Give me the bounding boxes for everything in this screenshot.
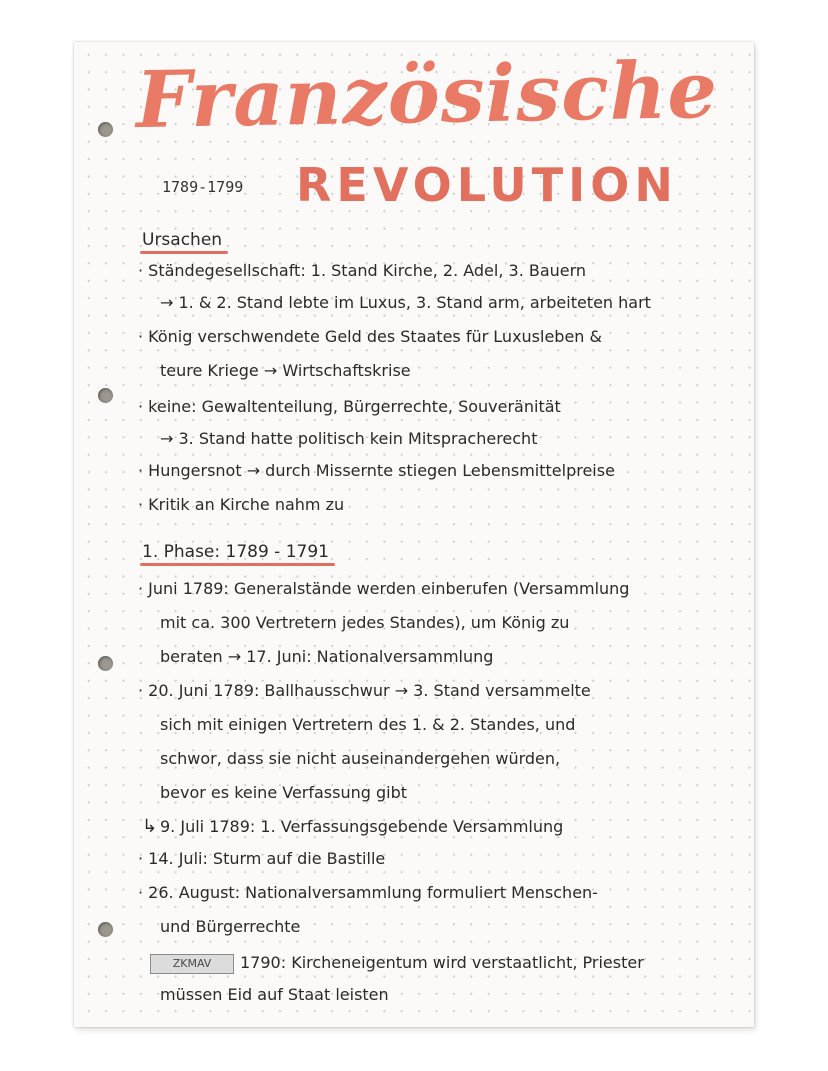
note-line: → 3. Stand hatte politisch kein Mitspracherecht [160, 429, 538, 448]
note-line: · Ständegesellschaft: 1. Stand Kirche, 2. Adel, 3. Bauern [138, 261, 587, 280]
note-line: mit ca. 300 Vertretern jedes Standes), um König zu [160, 613, 570, 632]
note-line: 1790: Kircheneigentum wird verstaatlicht, Priester [240, 953, 644, 972]
note-line: teure Kriege → Wirtschaftskrise [160, 361, 411, 380]
note-line: schwor, dass sie nicht auseinandergehen würden, [160, 749, 561, 768]
note-line: beraten → 17. Juni: Nationalversammlung [160, 647, 494, 666]
note-line: · keine: Gewaltenteilung, Bürgerrechte, Souveränität [138, 397, 561, 416]
note-line: · 20. Juni 1789: Ballhausschwur → 3. Stand versammelte [138, 681, 591, 700]
note-line: · 26. August: Nationalversammlung formuliert Menschen- [138, 883, 598, 902]
period-label: 1789-1799 [162, 178, 244, 196]
punch-hole [98, 656, 113, 671]
page-subtitle: REVOLUTION [296, 158, 678, 212]
notebook-page [74, 42, 754, 1027]
note-line: · Juni 1789: Generalstände werden einberufen (Versammlung [138, 579, 630, 598]
note-line: sich mit einigen Vertretern des 1. & 2. Standes, und [160, 715, 576, 734]
note-line: · König verschwendete Geld des Staates für Luxusleben & [138, 327, 602, 346]
note-line: und Bürgerrechte [160, 917, 301, 936]
punch-hole [98, 122, 113, 137]
note-line: · 14. Juli: Sturm auf die Bastille [138, 849, 386, 868]
note-line: · Kritik an Kirche nahm zu [138, 495, 345, 514]
section-heading-phase-1: 1. Phase: 1789 - 1791 [142, 542, 329, 562]
note-line: 9. Juli 1789: 1. Verfassungsgebende Versammlung [160, 817, 564, 836]
punch-hole [98, 388, 113, 403]
note-line: bevor es keine Verfassung gibt [160, 783, 408, 802]
note-line: → 1. & 2. Stand lebte im Luxus, 3. Stand arm, arbeiteten hart [160, 293, 651, 312]
note-line: müssen Eid auf Staat leisten [160, 985, 389, 1004]
note-line: · Hungersnot → durch Missernte stiegen Lebensmittelpreise [138, 461, 615, 480]
watermark-stamp: ZKMAV [150, 954, 234, 974]
return-arrow-icon: ↳ [142, 816, 158, 837]
section-heading-ursachen: Ursachen [142, 230, 222, 250]
punch-hole [98, 922, 113, 937]
page-title: Französische [135, 44, 719, 147]
